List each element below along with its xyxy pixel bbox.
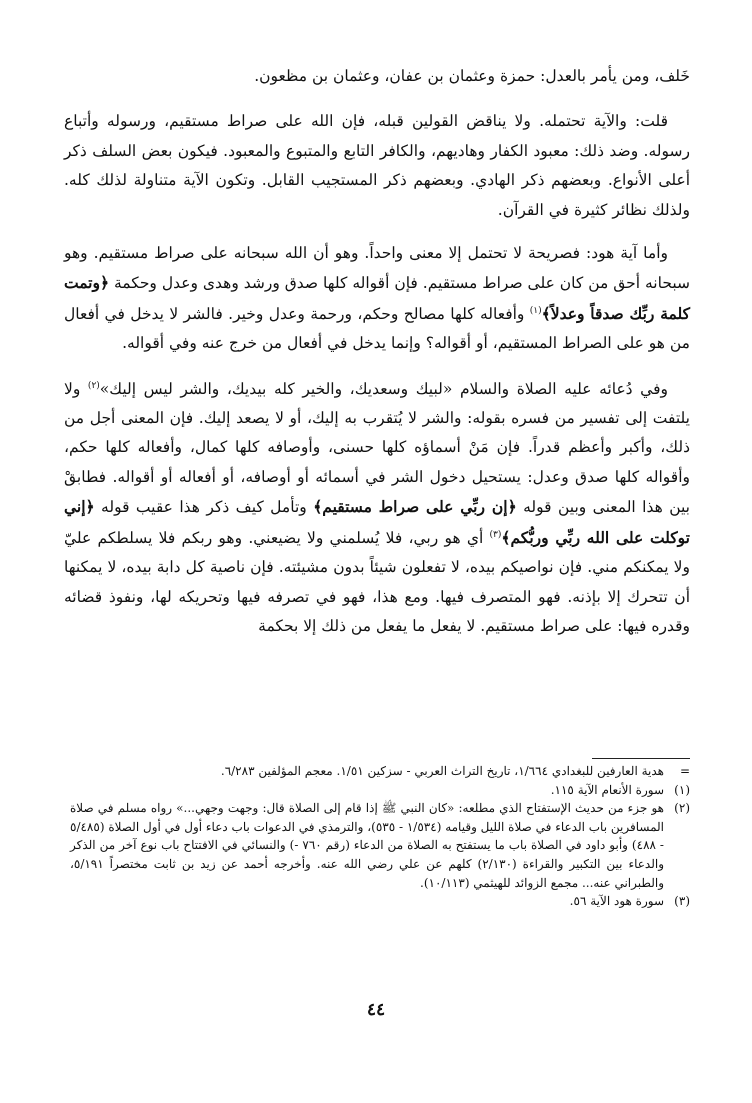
footnote-ref: (٣) (489, 529, 502, 540)
paragraph-text: ولا يلتفت إلى تفسير من فسره بقوله: والشر لا يُتقرب به إليك، أو لا يصعد إليك. فإن المعنى أجل من ذلك، وأكبر وأعظم قدراً. فإن مَنْ أسماؤه كلها حسنى، وأوصافه كلها كمال، وأفعاله كلها حكم، وأقواله كلها صدق وعدل: يستحيل دخول الشر في أسمائه أو أوصافه، أو أفعاله أو أقواله. فطابقْ بين هذا المعنى وبين قوله (64, 379, 690, 517)
paragraph (64, 62, 690, 91)
footnote-mark: (٣) (674, 894, 690, 909)
paragraph (64, 239, 690, 359)
paragraph-text: وأفعاله كلها مصالح وحكم، ورحمة وعدل وخير. فالشر لا يدخل في أفعال من هو على الصراط المستقيم، أو أقواله؟ وإنما يدخل في أفعال من خرج عنه وفي أقواله. (64, 304, 690, 353)
footnote-mark: (٢) (674, 801, 690, 816)
paragraph-text: وفي دُعائه عليه الصلاة والسلام «لبيك وسعديك، والخير كله بيديك، والشر ليس إليك» (99, 379, 668, 398)
footnote-ref: (٢) (87, 380, 100, 391)
footnote-ref: (١) (529, 305, 542, 316)
footnote (70, 892, 690, 911)
paragraph-text: وأما آية هود: فصريحة لا تحتمل إلا معنى واحداً. وهو أن الله سبحانه على صراط مستقيم. وهو سبحانه أحق من كان على صراط مستقيم. فإن أقواله كلها صدق ورشد وهدى وعدل وحكمة (64, 244, 690, 293)
footnote-divider (592, 758, 690, 759)
footnote-text: سورة هود الآية ٥٦. (569, 894, 664, 909)
quran-quote: ﴿وتمت كلمة ربِّك صدقاً وعدلاً﴾ (64, 273, 690, 323)
quran-quote: ﴿إن ربِّي على صراط مستقيم﴾ (313, 497, 517, 517)
paragraph-text: أي هو ربي، فلا يُسلمني ولا يضيعني. وهو ربكم فلا يسلطكم عليّ ولا يمكنكم مني. فإن نواصيكم بيده، لا تفعلون شيئاً بدون مشيئته. فإن ناصية كل دابة بيده، لا يمكنها أن تتحرك إلا بإذنه. فهو المتصرف فيها. ومع هذا، فهو في تصرفه فيها وتحريكه لها، ونفوذ قضائه وقدره فيها: على صراط مستقيم. لا يفعل ما يفعل من ذلك إلا بحكمة (64, 528, 690, 635)
quran-quote: ﴿إني توكلت على الله ربِّي وربُّكم﴾ (64, 497, 690, 547)
page-number: ٤٤ (366, 1000, 386, 1020)
main-text (64, 62, 690, 641)
paragraph (64, 107, 690, 225)
paragraph-text: خَلف، ومن يأمر بالعدل: حمزة وعثمان بن عفان، وعثمان بن مظعون. (254, 67, 690, 85)
footnote (70, 799, 690, 892)
footnote (70, 781, 690, 800)
footnote-mark: = (679, 764, 690, 778)
footnote-text: سورة الأنعام الآية ١١٥. (550, 782, 664, 797)
paragraph (64, 375, 690, 642)
footnote-text: هدية العارفين للبغدادي ١/٦٦٤، تاريخ التراث العربي - سزكين ١/٥١. معجم المؤلفين ٦/٢٨٣. (220, 764, 664, 778)
paragraph-text: وتأمل كيف ذكر هذا عقيب قوله (94, 498, 314, 517)
footnote-text: هو جزء من حديث الإستفتاح الذي مطلعه: «كان النبي ﷺ إذا قام إلى الصلاة قال: وجهت وجهي...» رواه مسلم في صلاة المسافرين باب الدعاء في صلاة الليل وقيامه (١/٥٣٤ - ٥٣٥)، والترمذي في الدعوات باب دعاء أول في أول الصلاة (٥/٤٨٥ - ٤٨٨) وأبو داود في الصلاة باب ما يستفتح به الصلاة من الدعاء (رقم ٧٦٠ -) والنسائي في الافتتاح باب نوع آخر من الذكر والدعاء بين التكبير والقراءة (٢/١٣٠) كلهم عن علي رضي الله عنه. وأخرجه أحمد عن زيد بن ثابت مختصراً ٥/١٩١، والطبراني عنه... مجمع الزوائد للهيثمي (١٠/١١٣). (70, 801, 664, 890)
footnote (70, 762, 690, 781)
footnote-mark: (١) (674, 782, 690, 797)
footnotes (70, 762, 690, 911)
paragraph-text: قلت: والآية تحتمله. ولا يناقض القولين قبله، فإن الله على صراط مستقيم، ورسوله وأتباع رسوله. وضد ذلك: معبود الكفار وهاديهم، والكافر التابع والمتبوع والمعبود. فيكون بعض السلف ذكر أعلى الأنواع. وبعضهم ذكر الهادي. وبعضهم ذكر المستجيب القابل. وتكون الآية متناولة لذلك كله. ولذلك نظائر كثيرة في القرآن. (64, 112, 690, 219)
